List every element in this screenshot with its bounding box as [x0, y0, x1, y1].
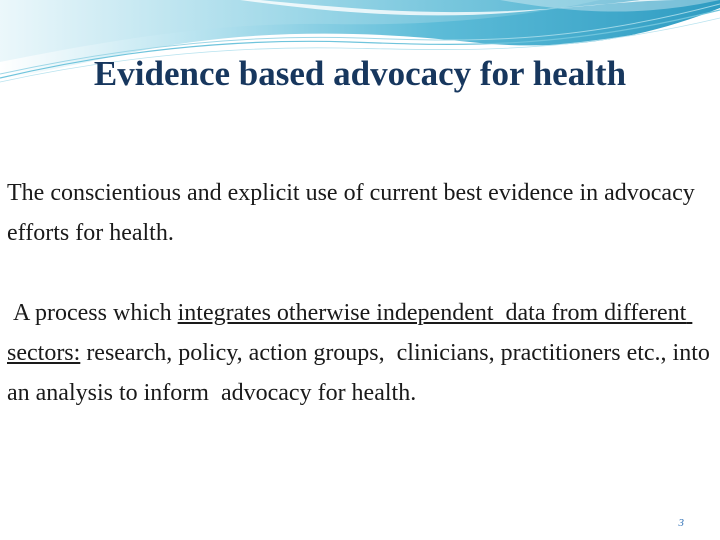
process-paragraph-lead: A process which: [7, 300, 178, 326]
process-paragraph-rest: research, policy, action groups, clinicians, practitioners etc., into an analysis to inform advocacy for health.: [7, 340, 716, 406]
process-paragraph: [7, 293, 715, 413]
page-number: 3: [678, 517, 684, 529]
slide-title: Evidence based advocacy for health: [93, 54, 627, 93]
definition-paragraph: The conscientious and explicit use of current best evidence in advocacy efforts for health.: [7, 180, 695, 246]
process-paragraph-underlined: integrates otherwise independent data from different sectors:: [7, 300, 693, 366]
